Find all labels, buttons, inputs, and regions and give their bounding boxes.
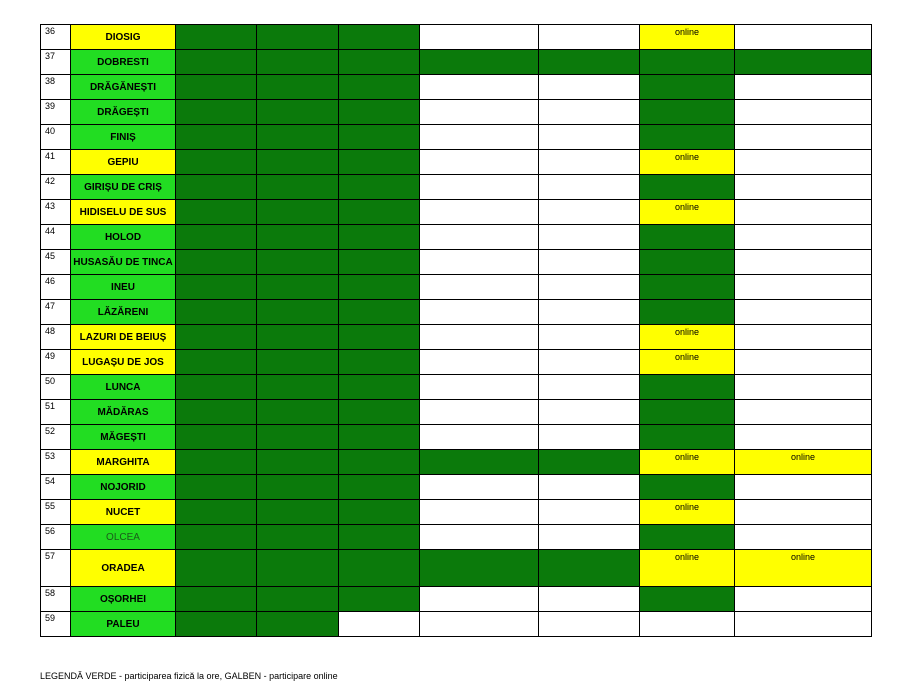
row-number: 55 [41,500,71,525]
status-cell [420,450,539,475]
status-cell [420,500,539,525]
status-cell [176,225,257,250]
legend-text: LEGENDĂ VERDE - participarea fizică la ore, GALBEN - participare online [40,671,338,681]
locality-name: LĂZĂRENI [71,300,176,325]
locality-name: OLCEA [71,525,176,550]
table-row [41,587,872,612]
status-cell [539,300,640,325]
status-cell [420,150,539,175]
row-number: 44 [41,225,71,250]
status-cell [257,525,339,550]
status-cell [640,75,735,100]
status-cell [339,300,420,325]
status-cell [176,200,257,225]
status-cell [339,612,420,637]
status-cell [735,225,872,250]
status-cell [257,25,339,50]
table-row [41,25,872,50]
row-number: 46 [41,275,71,300]
status-cell [735,75,872,100]
table-row [41,450,872,475]
status-cell [640,225,735,250]
table-row [41,375,872,400]
status-cell [420,200,539,225]
status-cell [257,50,339,75]
status-cell [735,350,872,375]
locality-name: NUCET [71,500,176,525]
status-cell [539,350,640,375]
row-number: 56 [41,525,71,550]
locality-name: NOJORID [71,475,176,500]
status-cell [539,550,640,587]
status-cell [735,300,872,325]
status-cell [539,125,640,150]
status-cell [539,150,640,175]
table-row [41,175,872,200]
status-cell [176,175,257,200]
status-cell [176,375,257,400]
row-number: 59 [41,612,71,637]
status-cell [735,175,872,200]
status-cell [257,325,339,350]
status-cell [339,25,420,50]
status-cell [339,425,420,450]
row-number: 41 [41,150,71,175]
status-cell [257,200,339,225]
status-cell: online [640,350,735,375]
table-row [41,200,872,225]
status-cell [176,150,257,175]
status-cell [339,75,420,100]
table-row [41,475,872,500]
table-row [41,250,872,275]
table-row [41,525,872,550]
locality-name: LUNCA [71,375,176,400]
status-cell [176,300,257,325]
status-cell: online [735,550,872,587]
row-number: 49 [41,350,71,375]
table-row [41,325,872,350]
table-row [41,500,872,525]
status-cell [735,25,872,50]
status-cell [176,325,257,350]
status-cell [176,100,257,125]
status-cell [339,275,420,300]
locality-name: DRĂGĂNEȘTI [71,75,176,100]
status-cell [640,100,735,125]
table-row [41,50,872,75]
status-cell [539,225,640,250]
table-row [41,300,872,325]
status-cell [339,475,420,500]
row-number: 51 [41,400,71,425]
status-cell [176,525,257,550]
status-cell [539,325,640,350]
status-cell [735,200,872,225]
status-cell [339,150,420,175]
locality-name: DRĂGEȘTI [71,100,176,125]
row-number: 43 [41,200,71,225]
row-number: 54 [41,475,71,500]
status-cell [339,587,420,612]
status-cell [420,100,539,125]
status-cell [257,125,339,150]
status-cell [735,500,872,525]
status-cell [735,525,872,550]
locality-name: OȘORHEI [71,587,176,612]
status-cell [176,500,257,525]
locality-name: GIRIȘU DE CRIȘ [71,175,176,200]
status-cell [257,300,339,325]
table-row [41,275,872,300]
locality-name: HOLOD [71,225,176,250]
status-cell [176,25,257,50]
table-row [41,425,872,450]
locality-name: DOBRESTI [71,50,176,75]
status-cell [257,500,339,525]
status-cell [339,550,420,587]
status-cell [735,275,872,300]
status-cell [257,612,339,637]
status-cell [176,425,257,450]
status-cell [420,275,539,300]
status-cell: online [640,150,735,175]
locality-name: MARGHITA [71,450,176,475]
status-cell: online [735,450,872,475]
status-cell [339,250,420,275]
row-number: 48 [41,325,71,350]
status-cell [339,50,420,75]
locality-name: HUSASĂU DE TINCA [71,250,176,275]
status-cell: online [640,450,735,475]
status-cell [339,400,420,425]
status-cell [176,550,257,587]
table-row [41,225,872,250]
status-cell [339,525,420,550]
status-cell [257,75,339,100]
status-cell [640,587,735,612]
locality-name: LUGAȘU DE JOS [71,350,176,375]
status-cell [420,425,539,450]
status-cell [640,475,735,500]
table-row [41,125,872,150]
status-cell [539,375,640,400]
status-cell [257,100,339,125]
status-cell [420,250,539,275]
status-cell: online [640,500,735,525]
status-cell [539,612,640,637]
status-cell [539,500,640,525]
status-cell [339,450,420,475]
status-cell [420,612,539,637]
status-cell [176,50,257,75]
status-cell [420,225,539,250]
status-cell [176,350,257,375]
status-cell [339,200,420,225]
locality-name: GEPIU [71,150,176,175]
status-cell [420,400,539,425]
row-number: 36 [41,25,71,50]
status-cell: online [640,200,735,225]
status-cell [640,425,735,450]
row-number: 53 [41,450,71,475]
status-cell [539,275,640,300]
status-cell [176,125,257,150]
status-cell [420,175,539,200]
locality-name: ORADEA [71,550,176,587]
status-cell [257,587,339,612]
locality-name: FINIȘ [71,125,176,150]
status-cell [539,175,640,200]
locality-name: INEU [71,275,176,300]
row-number: 37 [41,50,71,75]
status-cell [257,225,339,250]
table-row [41,400,872,425]
status-cell [735,125,872,150]
status-cell [640,375,735,400]
status-cell [257,250,339,275]
status-cell [735,400,872,425]
status-cell [339,125,420,150]
status-cell [257,475,339,500]
row-number: 39 [41,100,71,125]
status-cell [735,150,872,175]
status-cell: online [640,325,735,350]
status-cell [539,587,640,612]
status-cell [539,475,640,500]
status-cell [420,300,539,325]
status-cell [420,25,539,50]
status-cell [735,425,872,450]
status-cell [640,612,735,637]
status-cell [176,450,257,475]
status-cell [640,525,735,550]
status-cell [539,100,640,125]
status-cell [420,550,539,587]
locality-name: PALEU [71,612,176,637]
status-cell: online [640,550,735,587]
status-cell [420,325,539,350]
table-row [41,75,872,100]
status-cell [539,425,640,450]
status-cell [735,50,872,75]
row-number: 45 [41,250,71,275]
table-row [41,150,872,175]
status-cell [257,150,339,175]
status-cell [176,475,257,500]
status-cell [339,500,420,525]
status-cell [640,250,735,275]
status-cell [735,100,872,125]
status-cell [176,275,257,300]
status-cell [735,375,872,400]
status-cell [420,375,539,400]
status-cell [420,587,539,612]
status-cell [640,50,735,75]
status-cell [735,587,872,612]
status-cell [640,400,735,425]
table-row [41,100,872,125]
participation-table [40,24,872,637]
locality-name: DIOSIG [71,25,176,50]
status-cell [420,350,539,375]
status-cell [539,400,640,425]
status-cell [539,200,640,225]
status-cell [339,225,420,250]
status-cell [257,425,339,450]
status-cell [339,375,420,400]
status-cell [735,325,872,350]
status-cell [176,400,257,425]
status-cell [735,612,872,637]
status-cell [257,450,339,475]
status-cell [539,75,640,100]
table-row [41,350,872,375]
locality-name: MĂDĂRAS [71,400,176,425]
row-number: 52 [41,425,71,450]
status-cell [640,300,735,325]
locality-name: HIDISELU DE SUS [71,200,176,225]
row-number: 38 [41,75,71,100]
row-number: 40 [41,125,71,150]
status-cell [420,75,539,100]
table-row [41,550,872,587]
status-cell [640,175,735,200]
status-cell [257,175,339,200]
status-cell [257,350,339,375]
table-row [41,612,872,637]
row-number: 50 [41,375,71,400]
status-cell [420,475,539,500]
status-cell [539,450,640,475]
status-cell [176,587,257,612]
status-cell [176,75,257,100]
status-cell [539,25,640,50]
locality-name: MĂGEȘTI [71,425,176,450]
status-cell [339,175,420,200]
status-cell [735,250,872,275]
status-cell [420,525,539,550]
status-cell [257,275,339,300]
status-cell [539,50,640,75]
status-cell [735,475,872,500]
status-cell [420,125,539,150]
status-cell [257,375,339,400]
status-cell [539,525,640,550]
status-cell: online [640,25,735,50]
status-cell [539,250,640,275]
status-cell [339,100,420,125]
row-number: 47 [41,300,71,325]
status-cell [176,250,257,275]
row-number: 58 [41,587,71,612]
status-cell [257,550,339,587]
row-number: 57 [41,550,71,587]
status-cell [176,612,257,637]
row-number: 42 [41,175,71,200]
status-cell [420,50,539,75]
status-cell [257,400,339,425]
locality-name: LAZURI DE BEIUȘ [71,325,176,350]
status-cell [640,125,735,150]
status-cell [339,350,420,375]
status-cell [339,325,420,350]
status-cell [640,275,735,300]
